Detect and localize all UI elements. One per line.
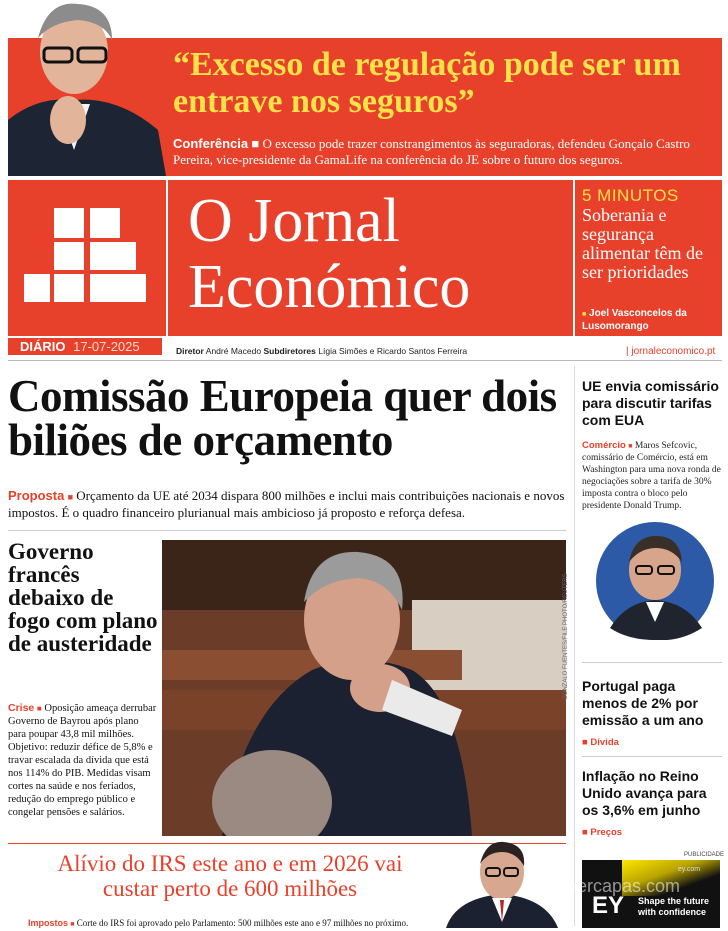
edition-name: DIÁRIO — [20, 339, 66, 354]
lead-text: Orçamento da UE até 2034 dispara 800 milhões e inclui mais contribuições nacionais e novos impostos. É o quadro financeiro plurianual mais ambicioso já proposto e reforça defesa. — [8, 488, 565, 520]
teaser-quote[interactable]: “Excesso de regulação pode ser um entrave nos seguros” — [173, 46, 681, 120]
deputies-label: Subdiretores — [263, 346, 316, 356]
side-author-name: Joel Vasconcelos da Lusomorango — [582, 308, 687, 332]
bottom-kicker: Impostos — [28, 918, 69, 928]
website-link[interactable]: | jornaleconomico.pt — [626, 346, 716, 357]
second-text: Oposição ameaça derrubar Governo de Bayrou após plano para poupar 43,8 mil milhões. Objetivo: reduzir défice de 5,8% e travar escalada da dívida que está nos 114% do PIB. Medidas visam cortes na saúde e nos feriados, redução do emprego público e congelar pensões e salários. — [8, 703, 157, 818]
second-story-photo — [162, 540, 566, 836]
masthead-divider — [573, 180, 575, 336]
ad-site: ey.com — [678, 866, 701, 873]
right-story-3-headline[interactable]: Inflação no Reino Unido avança para os 3,6% em junho — [582, 768, 707, 818]
teaser-summary: Conferência ■ O excesso pode trazer constrangimentos às seguradoras, defendeu Gonçalo Castro Pereira, vice-presidente da GamaLife na conferência do JE sobre o futuro dos seguros. — [173, 136, 690, 167]
right-story-1-kicker: Comércio — [582, 440, 626, 451]
right-story-1-headline[interactable]: UE envia comissário para discutir tarifas com EUA — [582, 378, 719, 428]
bottom-summary: Impostos ■ Corte do IRS foi aprovado pelo Parlamento: 500 milhões este ano e 97 milhões no próximo. — [28, 918, 409, 928]
lead-headline[interactable]: Comissão Europeia quer dois biliões de orçamento — [8, 371, 557, 465]
newspaper-name[interactable]: O Jornal Económico — [188, 187, 471, 321]
ad-logo: EY — [592, 892, 625, 919]
second-kicker: Crise — [8, 702, 35, 714]
watermark: vercapas.com — [568, 876, 681, 896]
director-label: Diretor — [176, 346, 204, 356]
edition-label — [8, 338, 162, 355]
right-story-2-headline[interactable]: Portugal paga menos de 2% por emissão a um ano — [582, 678, 704, 728]
side-kicker: 5 MINUTOS — [582, 186, 679, 205]
ad-label: PUBLICIDADE — [684, 852, 725, 858]
lead-summary: Proposta ■ Orçamento da UE até 2034 dispara 800 milhões e inclui mais contribuições nacionais e novos impostos. É o quadro financeiro plurianual mais ambicioso já proposto e reforça defesa. — [8, 488, 565, 520]
teaser-kicker: Conferência — [173, 136, 249, 151]
staff-credits — [176, 346, 467, 356]
photo-credit: GONZALO FUENTES/FILE PHOTO/REUTERS — [563, 573, 569, 700]
teaser-portrait-photo — [8, 0, 166, 176]
divider — [582, 756, 722, 757]
lead-kicker: Proposta — [8, 488, 65, 503]
divider — [8, 530, 566, 531]
bottom-text: Corte do IRS foi aprovado pelo Parlamento: 500 milhões este ano e 97 milhões no próximo. — [76, 918, 409, 928]
masthead-divider — [166, 180, 168, 336]
second-headline[interactable]: Governo francês debaixo de fogo com plano de austeridade — [8, 539, 158, 656]
ad-slogan: Shape the future with confidence — [638, 896, 710, 917]
column-divider — [574, 366, 575, 926]
right-story-1-portrait — [596, 522, 714, 640]
logo-mark — [24, 208, 148, 304]
right-story-1-summary: Comércio ■ Maros Sefcovic, comissário de Comércio, está em Washington para uma nova ronda de negociações sobre a tarifa de 30% imposta contra o bloco pelo presidente Donald Trump. — [582, 440, 721, 511]
director-name: André Macedo — [205, 346, 262, 356]
right-story-1-text: Maros Sefcovic, comissário de Comércio, está em Washington para uma nova ronda de negociações sobre a tarifa de 30% imposta contra o bloco pelo presidente Donald Trump. — [582, 441, 721, 511]
second-summary: Crise ■ Oposição ameaça derrubar Governo de Bayrou após plano para poupar 43,8 mil milhões. Objetivo: reduzir défice de 5,8% e travar escalada da dívida que está nos 114% do PIB. Medidas visam cortes na saúde e nos feriados, redução do emprego público e congelar pensões e salários. — [8, 702, 157, 818]
bottom-portrait-photo — [446, 838, 558, 928]
bottom-headline[interactable]: Alívio do IRS este ano e em 2026 vai custar perto de 600 milhões — [57, 851, 403, 901]
edition-date: 17-07-2025 — [73, 339, 140, 354]
right-story-2-tag: ■ Dívida — [582, 737, 619, 748]
side-headline[interactable]: Soberania e segurança alimentar têm de ser prioridades — [582, 205, 703, 282]
deputies-names: Lígia Simões e Ricardo Santos Ferreira — [318, 346, 468, 356]
divider — [582, 662, 722, 663]
side-author: ■ Joel Vasconcelos da Lusomorango — [582, 308, 687, 332]
teaser-text: O excesso pode trazer constrangimentos às seguradoras, defendeu Gonçalo Castro Pereira, vice-presidente da GamaLife na conferência do JE sobre o futuro dos seguros. — [173, 136, 690, 167]
right-story-3-tag: ■ Preços — [582, 827, 623, 838]
